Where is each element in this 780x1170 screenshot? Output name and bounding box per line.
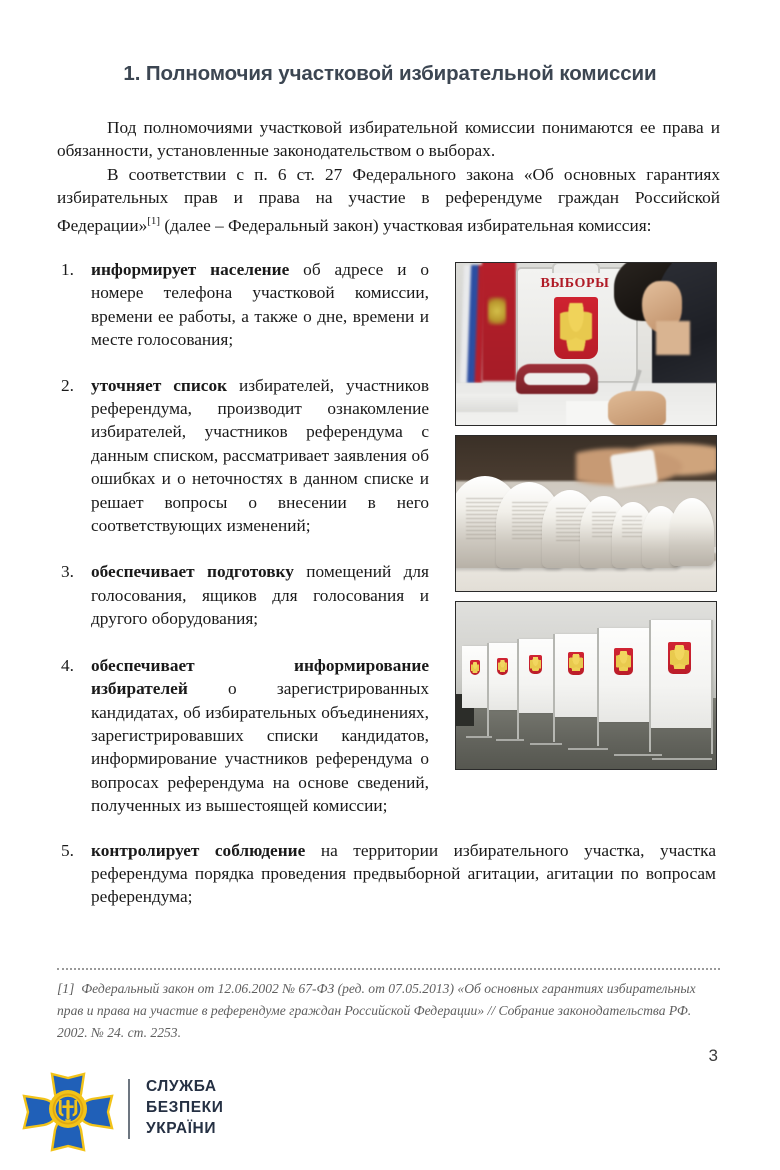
ballot-box-handle	[552, 262, 600, 273]
second-paragraph-part-b: (далее – Федеральный закон) участковая избирательная комиссия:	[160, 215, 652, 235]
ballot-box-label: ВЫБОРЫ	[540, 276, 610, 291]
russian-coat-of-arms-icon	[668, 642, 691, 674]
list-item-lead: контролирует соблюдение	[91, 840, 306, 860]
footnote-separator	[57, 968, 720, 970]
booth-pole	[553, 634, 555, 742]
ballot-print	[622, 516, 642, 540]
logo-line-3: УКРАЇНИ	[146, 1120, 217, 1137]
booth-pole	[649, 620, 651, 752]
booth-leg	[496, 739, 524, 741]
booth-leg	[614, 754, 662, 756]
sbu-cross-svg	[22, 1072, 114, 1152]
russian-coat-of-arms-icon	[568, 652, 584, 675]
double-eagle-icon	[560, 303, 592, 351]
list-item-lead: информирует население	[91, 260, 290, 279]
list-item-number: 2.	[61, 375, 74, 395]
list-item-lead: обеспечивает подготовку	[91, 562, 294, 582]
list-item-lead: обеспечивает информирование избирателей	[91, 655, 429, 699]
list-item-text	[91, 258, 429, 352]
sbu-logo	[22, 1072, 252, 1152]
list-item-rest: о зарегистрированных кандидатах, об избирательных объединениях, зарегистрировавших списки кандидатов, информирование участников референдума о вопросах референдума на основе сведений, полученных из вышестоящей комиссии;	[91, 679, 429, 816]
list-item-rest: избирателей, участников референдума, производит ознакомление избирателей, участников референдума с данным списком, рассматривает заявления об ошибках и о неточностях в данном списке и решает вопросы о внесении в него соответствующих изменений;	[91, 375, 429, 536]
voting-booth	[518, 639, 554, 713]
list-item	[57, 839, 720, 909]
footnote-ref: [1]	[147, 214, 161, 227]
booth-pole	[487, 643, 489, 737]
list-item-text	[91, 654, 429, 818]
russian-coat-of-arms-icon	[470, 660, 480, 675]
booth-pole	[517, 639, 519, 739]
logo-text	[146, 1076, 223, 1139]
photo1-hand	[608, 391, 666, 426]
russian-coat-of-arms-icon	[497, 658, 508, 675]
booth-pole	[597, 628, 599, 746]
booth-pole	[711, 620, 713, 754]
voting-booth	[650, 620, 712, 728]
voting-booth	[598, 628, 650, 722]
page-number: 3	[708, 1046, 718, 1065]
list-item-number: 4.	[61, 655, 74, 675]
voting-booth	[462, 646, 488, 708]
double-eagle-icon	[569, 654, 583, 671]
photo1-keyboard	[455, 394, 518, 412]
photo2-held-ballot	[610, 449, 658, 489]
intro-paragraph: Под полномочиями участковой избирательной комиссии понимаются ее права и обязанности, установленные законодательством о выборах.	[57, 118, 720, 161]
double-eagle-icon	[670, 645, 689, 669]
photo-ballot-box	[455, 262, 717, 426]
folded-ballot	[670, 498, 714, 566]
list-item-text	[91, 839, 716, 909]
list-item-number: 5.	[61, 840, 74, 860]
booth-leg	[530, 743, 562, 745]
logo-divider	[128, 1079, 130, 1139]
second-paragraph	[57, 163, 720, 237]
list-item-number: 3.	[61, 562, 74, 582]
double-eagle-icon	[471, 662, 479, 673]
booth-leg	[466, 736, 492, 738]
photo1-person-neck	[656, 321, 690, 355]
voting-booth	[488, 643, 518, 710]
list-item-text	[91, 560, 429, 630]
double-eagle-icon	[498, 660, 507, 672]
photo-voting-booths	[455, 601, 717, 770]
sbu-emblem-icon	[22, 1072, 114, 1152]
flag-emblem-icon	[488, 297, 506, 325]
list-item-lead: уточняет список	[91, 375, 228, 395]
voting-booth	[554, 634, 598, 717]
telephone-base	[524, 373, 590, 385]
footnote-text: Федеральный закон от 12.06.2002 № 67-ФЗ (ред. от 07.05.2013) «Об основных гарантиях избирательных прав и права на участие в референдуме граждан Российской Федерации» // Собрание законодательства РФ. 2002. № 24. ст. 2253.	[57, 981, 696, 1040]
list-item-text	[91, 374, 429, 538]
logo-line-1: СЛУЖБА	[146, 1078, 217, 1095]
second-paragraph-part-a: В соответствии с п. 6 ст. 27 Федерального закона «Об основных гарантиях избирательных прав и права на участие в референдуме граждан Российской Федерации»	[57, 164, 720, 235]
footnote-marker: [1]	[57, 981, 75, 996]
list-item-number: 1.	[61, 260, 74, 279]
russian-coat-of-arms-icon	[529, 655, 542, 674]
booth-leg	[568, 748, 608, 750]
list-item-rest: об адресе и о номере телефона участковой комиссии, времени ее работы, а также о дне, времени и месте голосования;	[91, 260, 429, 350]
body-text	[57, 116, 720, 237]
logo-line-2: БЕЗПЕКИ	[146, 1099, 224, 1116]
photo-folded-ballots	[455, 435, 717, 592]
booth-leg	[652, 758, 712, 760]
double-eagle-icon	[616, 651, 631, 671]
page-title: 1. Полномочия участковой избирательной комиссии	[123, 62, 657, 85]
list-item-rest: на территории избирательного участка, участка референдума порядка проведения предвыборной агитации, агитации по вопросам референдума;	[91, 840, 716, 907]
list-item-rest: помещений для голосования, ящиков для голосования и другого оборудования;	[91, 562, 429, 629]
photo-column	[455, 262, 717, 779]
footnote	[57, 978, 720, 1044]
double-eagle-icon	[530, 657, 541, 671]
russian-coat-of-arms-icon	[614, 648, 633, 675]
